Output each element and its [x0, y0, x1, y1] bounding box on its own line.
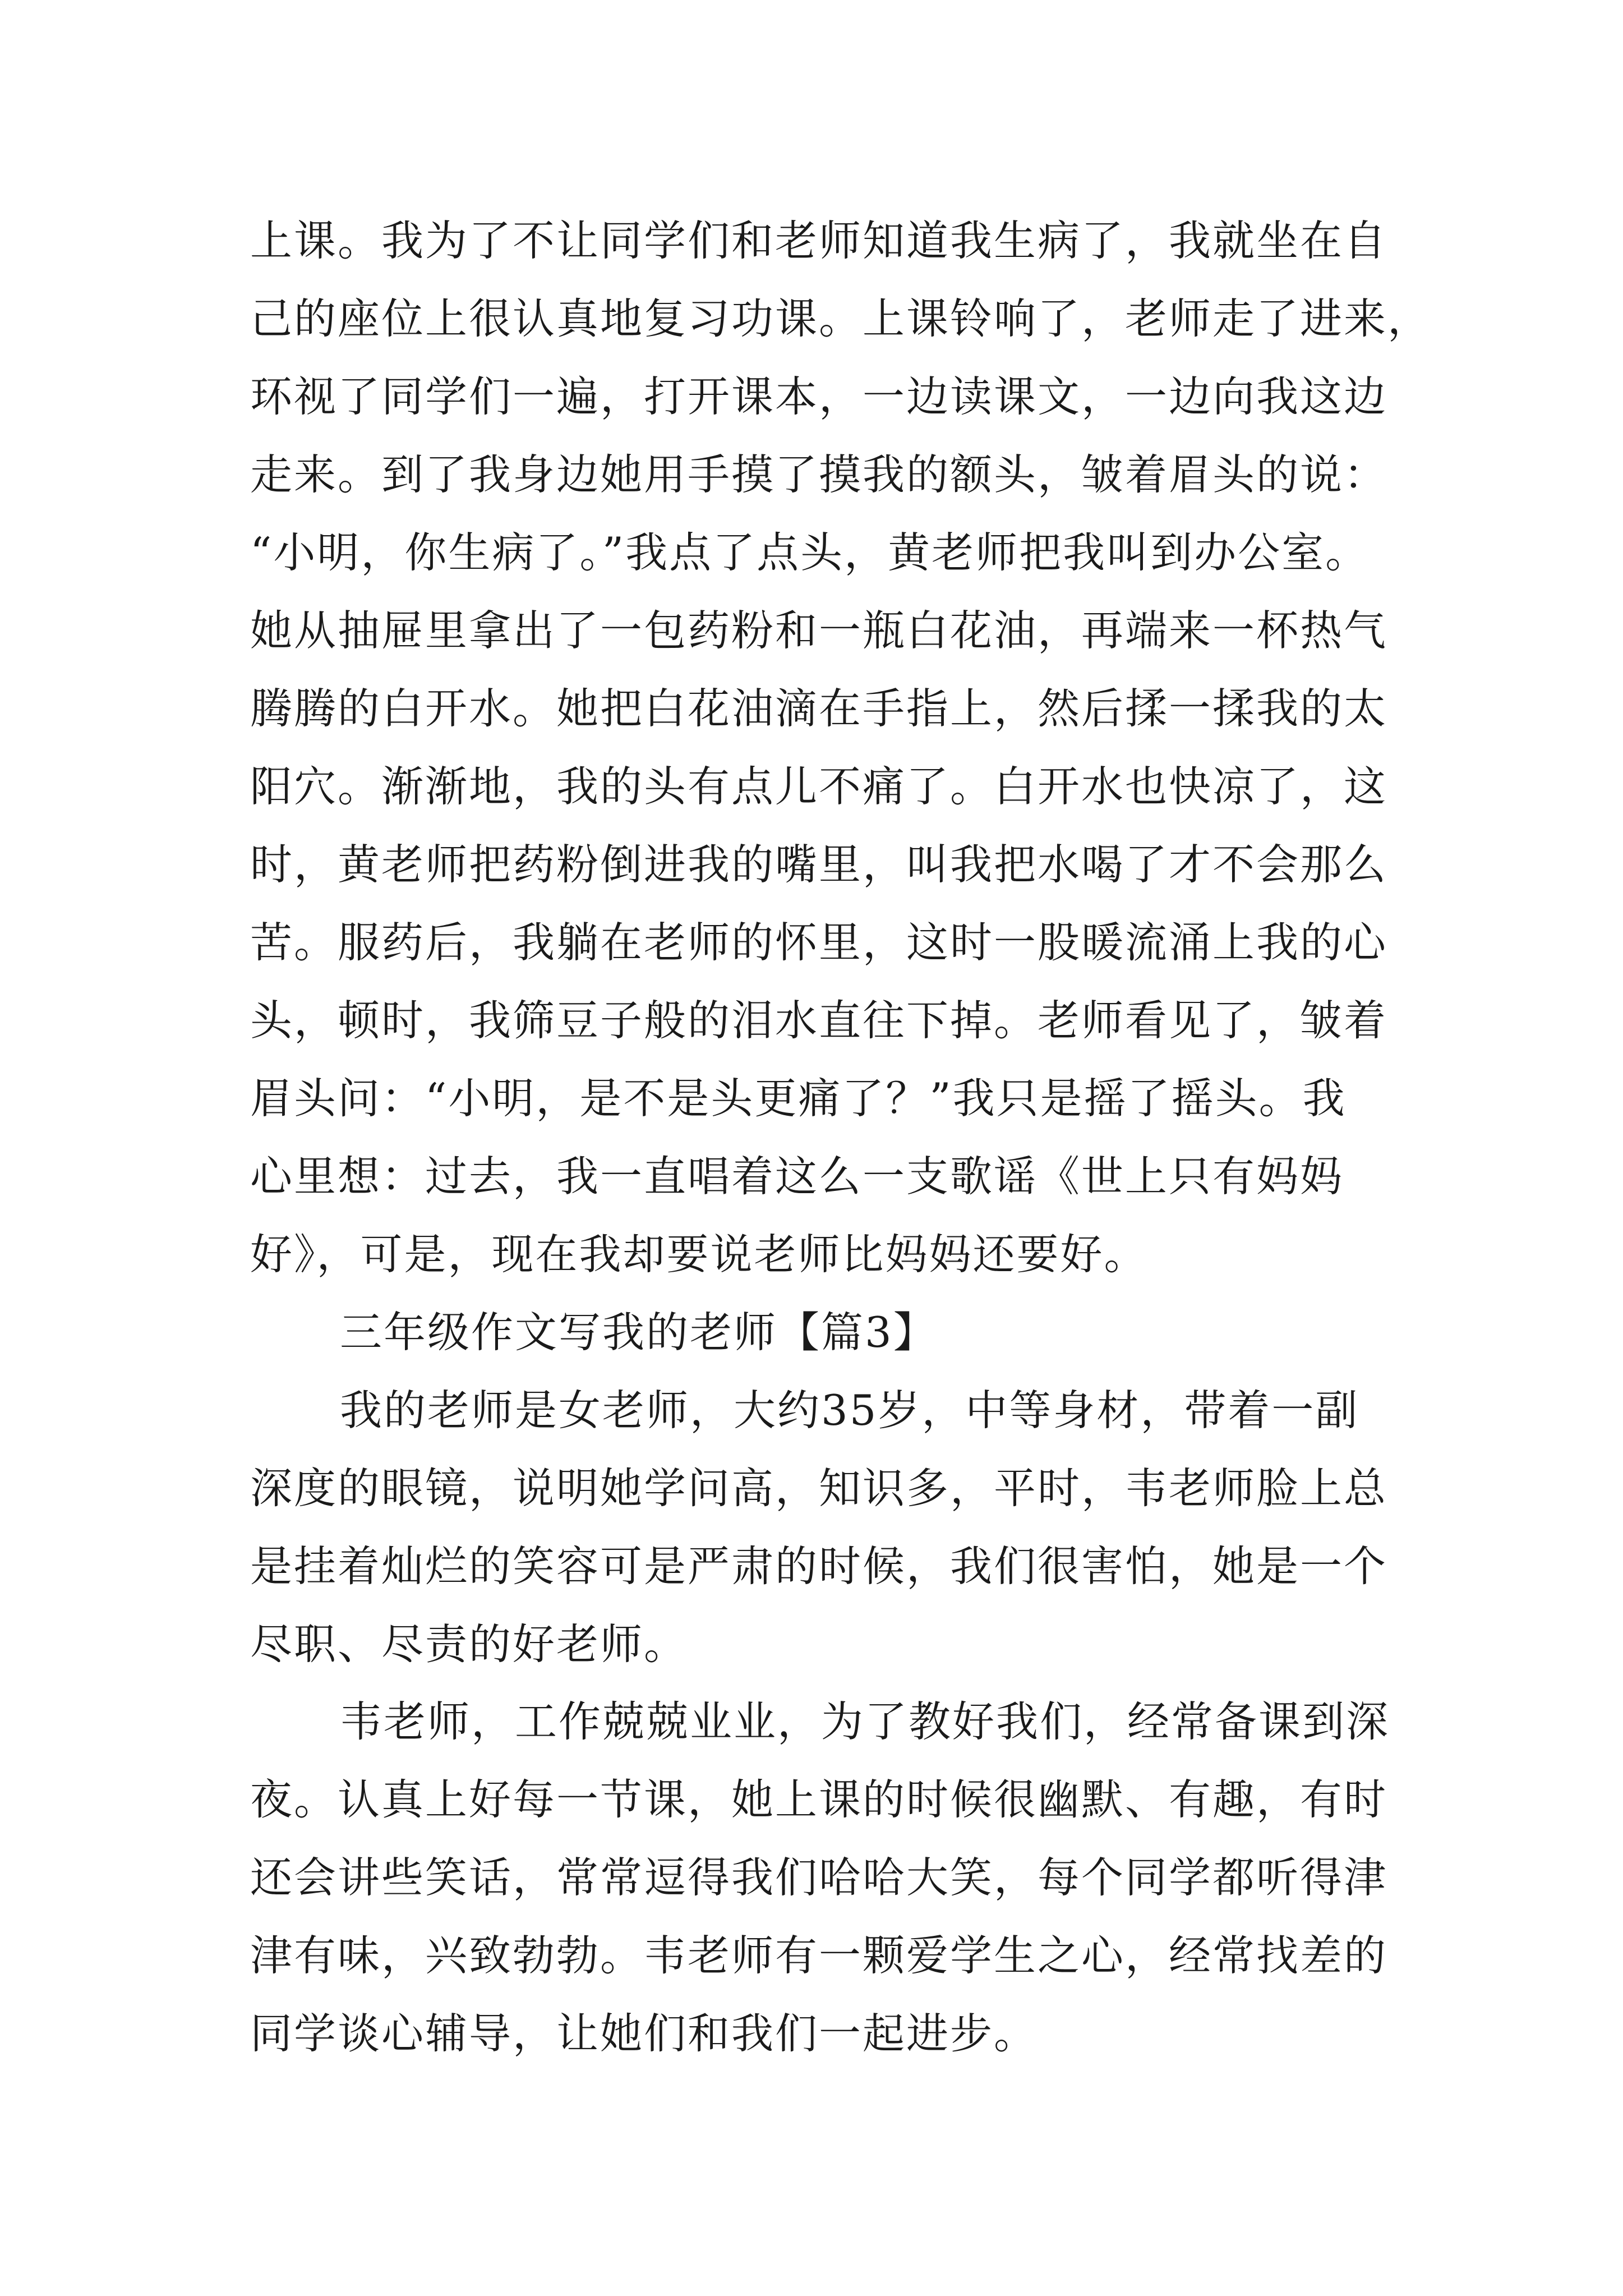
text-line: 上课。我为了不让同学们和老师知道我生病了，我就坐在自 — [250, 216, 1388, 265]
text-line: 尽职、尽责的好老师。 — [250, 1619, 688, 1669]
text-line: 津有味，兴致勃勃。韦老师有一颗爱学生之心，经常找差的 — [250, 1931, 1388, 1980]
text-line: 还会讲些笑话，常常逗得我们哈哈大笑，每个同学都听得津 — [250, 1853, 1388, 1902]
text-line: 同学谈心辅导，让她们和我们一起进步。 — [250, 2009, 1038, 2058]
section-heading: 三年级作文写我的老师【篇3】 — [340, 1308, 937, 1357]
text-line: 腾腾的白开水。她把白花油滴在手指上，然后揉一揉我的太 — [250, 684, 1388, 733]
text-line: 环视了同学们一遍，打开课本，一边读课文，一边向我这边 — [250, 372, 1388, 421]
text-line: 头，顿时，我筛豆子般的泪水直往下掉。老师看见了，皱着 — [250, 996, 1388, 1045]
text-line: 苦。服药后，我躺在老师的怀里，这时一股暖流涌上我的心 — [250, 918, 1388, 967]
text-line: 我的老师是女老师，大约35岁，中等身材，带着一副 — [340, 1386, 1359, 1435]
text-line: “小明，你生病了。”我点了点头，黄老师把我叫到办公室。 — [250, 528, 1370, 577]
text-line: 眉头问：“小明，是不是头更痛了？”我只是摇了摇头。我 — [250, 1074, 1347, 1123]
text-line: 心里想：过去，我一直唱着这么一支歌谣《世上只有妈妈 — [250, 1152, 1344, 1201]
text-line: 是挂着灿烂的笑容可是严肃的时候，我们很害怕，她是一个 — [250, 1542, 1388, 1591]
text-line: 阳穴。渐渐地，我的头有点儿不痛了。白开水也快凉了，这 — [250, 762, 1388, 811]
section-heading-block — [250, 1294, 1389, 1372]
text-line: 她从抽屉里拿出了一包药粉和一瓶白花油，再端来一杯热气 — [250, 606, 1388, 655]
paragraph-1 — [250, 202, 1432, 1294]
text-line: 深度的眼镜，说明她学问高，知识多，平时，韦老师脸上总 — [250, 1464, 1388, 1513]
text-line: 夜。认真上好每一节课，她上课的时候很幽默、有趣，有时 — [250, 1775, 1388, 1824]
paragraph-3 — [250, 1683, 1389, 2073]
text-line: 韦老师，工作兢兢业业，为了教好我们，经常备课到深 — [340, 1697, 1390, 1746]
paragraph-2 — [250, 1372, 1389, 1683]
text-line: 好》，可是，现在我却要说老师比妈妈还要好。 — [250, 1230, 1148, 1279]
text-line: 走来。到了我身边她用手摸了摸我的额头，皱着眉头的说： — [250, 450, 1388, 499]
text-line: 己的座位上很认真地复习功课。上课铃响了，老师走了进来， — [250, 294, 1432, 343]
text-line: 时，黄老师把药粉倒进我的嘴里，叫我把水喝了才不会那么 — [250, 840, 1388, 889]
